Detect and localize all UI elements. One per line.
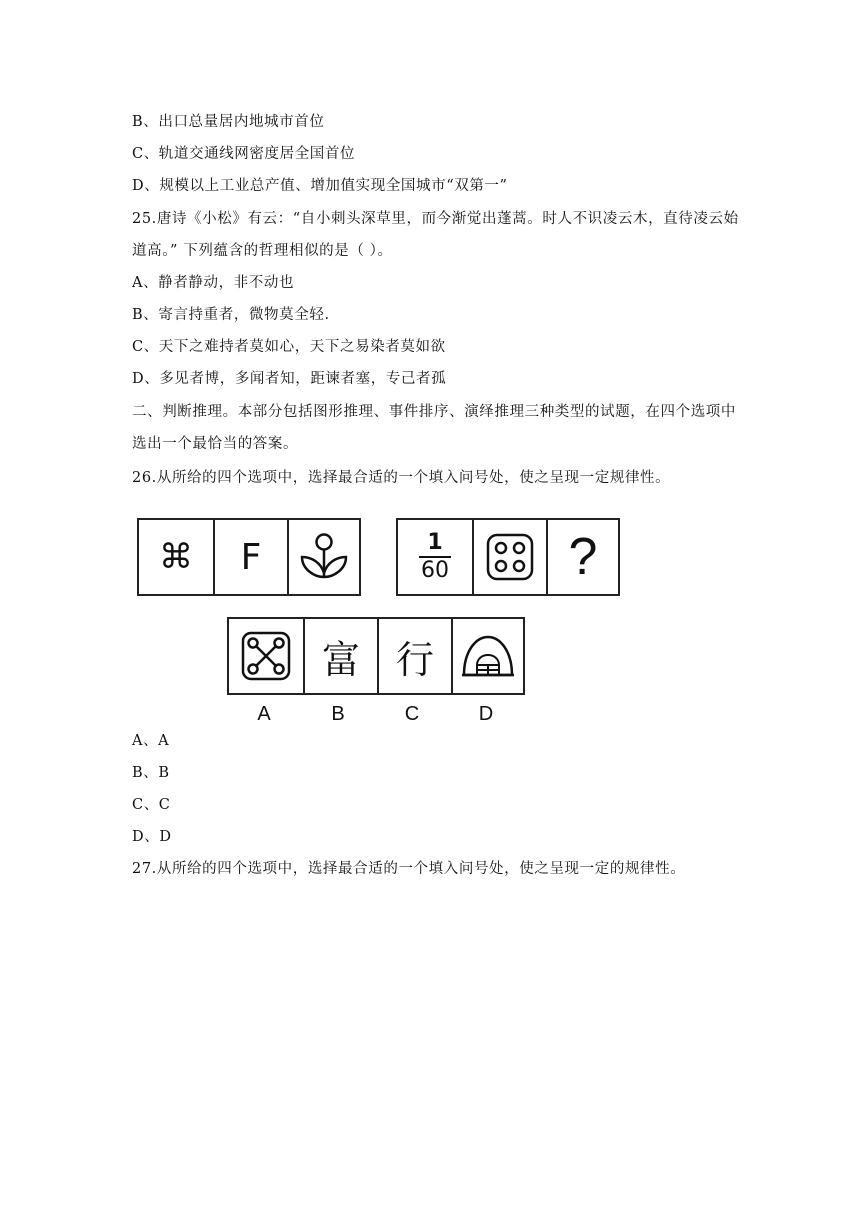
- question-27: 27.从所给的四个选项中，选择最合适的一个填入问号处，使之呈现一定的规律性。: [132, 861, 686, 877]
- q25-option-a: A、静者静动，非不动也: [132, 275, 295, 291]
- answer-c: C、C: [132, 797, 171, 813]
- option-b-character: 富: [321, 637, 360, 682]
- figure-cell-dice: [472, 520, 546, 594]
- option-label-d: D: [478, 703, 494, 725]
- dome-with-window-icon: [460, 631, 516, 681]
- question-25-line-2: 道高。” 下列蕴含的哲理相似的是（ ）。: [132, 243, 393, 259]
- option-label-b: B: [331, 703, 345, 725]
- q25-option-b: B、寄言持重者，微物莫全轻.: [132, 307, 330, 323]
- option-c-cell: [377, 619, 451, 693]
- answer-b: B、B: [132, 765, 170, 781]
- option-c-text: C、轨道交通线网密度居全国首位: [132, 146, 356, 162]
- fraction-denominator: 60: [421, 558, 449, 584]
- option-b-cell: [303, 619, 377, 693]
- figure-cell-fraction: [398, 520, 472, 594]
- figure-group-1: [137, 518, 361, 596]
- flower-icon: [294, 527, 354, 587]
- answer-d: D、D: [132, 829, 172, 845]
- four-dots-square-icon: [485, 532, 535, 582]
- answer-a: A、A: [132, 733, 170, 749]
- question-26: 26.从所给的四个选项中，选择最合适的一个填入问号处，使之呈现一定规律性。: [132, 470, 671, 486]
- fraction-numerator: 1: [427, 529, 443, 555]
- x-with-circles-square-icon: [240, 630, 292, 682]
- option-b-text: B、出口总量居内地城市首位: [132, 114, 325, 130]
- letter-f: F: [240, 536, 262, 578]
- figure-group-2: [396, 518, 620, 596]
- q25-option-d: D、多见者博，多闻者知，距谏者塞，专己者孤: [132, 371, 447, 387]
- option-a-cell: [229, 619, 303, 693]
- section-heading-line-1: 二、判断推理。本部分包括图形推理、事件排序、演绎推理三种类型的试题，在四个选项中: [132, 404, 736, 420]
- figure-cell-question: [546, 520, 618, 594]
- question-mark: ?: [568, 528, 598, 586]
- section-heading-line-2: 选出一个最恰当的答案。: [132, 436, 299, 452]
- option-d-cell: [451, 619, 523, 693]
- option-label-c: C: [404, 703, 420, 725]
- options-row: [227, 617, 525, 695]
- option-c-character: 行: [395, 637, 434, 682]
- option-d-text: D、规模以上工业总产值、增加值实现全国城市“双第一”: [132, 178, 508, 194]
- figure-cell-f: [213, 520, 287, 594]
- option-label-a: A: [257, 703, 271, 725]
- figure-cell-flower: [287, 520, 359, 594]
- figure-cell-command: [139, 520, 213, 594]
- command-symbol-icon: ⌘: [159, 537, 193, 577]
- q25-option-c: C、天下之难持者莫如心，天下之易染者莫如欲: [132, 339, 446, 355]
- question-25-line-1: 25.唐诗《小松》有云：“自小刺头深草里，而今渐觉出蓬蒿。时人不识凌云木，直待凌云始: [132, 211, 739, 227]
